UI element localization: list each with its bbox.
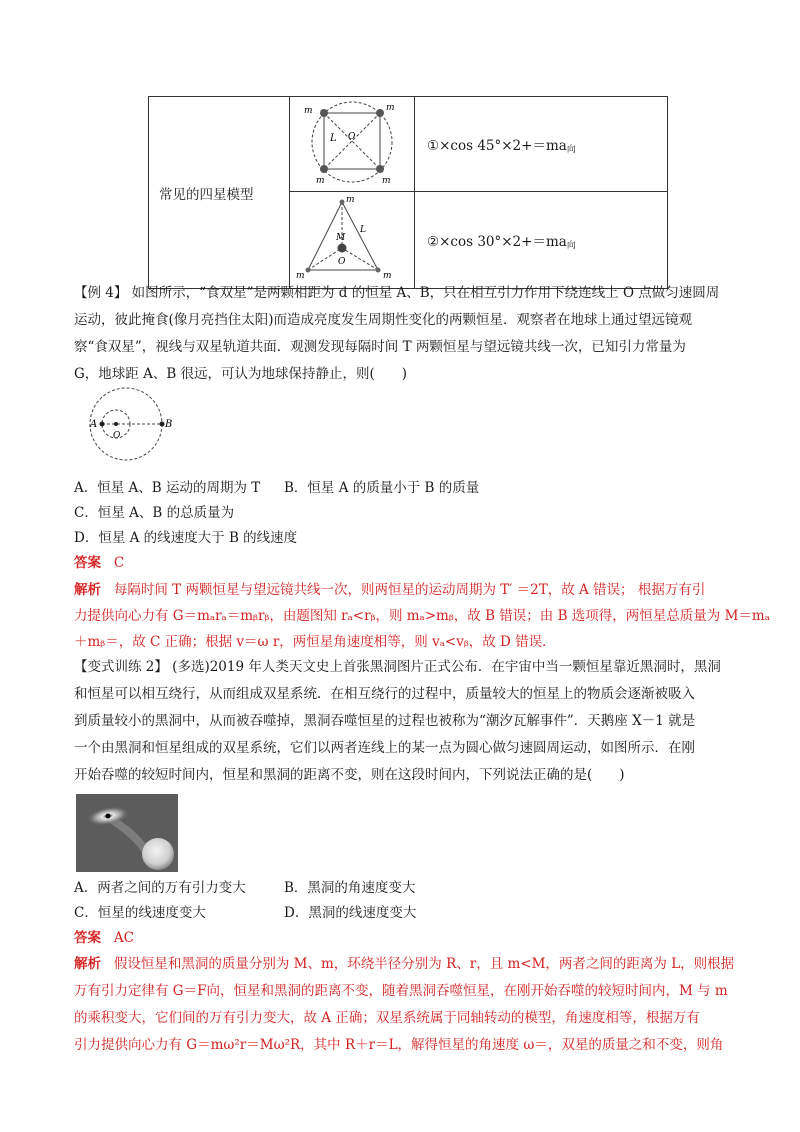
side-label: L xyxy=(330,133,337,144)
binary-star-orbit-diagram xyxy=(88,386,188,466)
four-star-model-table xyxy=(148,96,668,289)
variant2-analysis-line-2: 万有引力定律有 G＝F向，恒星和黑洞的距离不变，随着黑洞吞噬恒星，在刚开始吞噬的较短时间内，M 与 m xyxy=(74,983,728,999)
label-b: B xyxy=(165,419,173,430)
mass-label: m xyxy=(296,271,305,281)
center-star xyxy=(338,244,347,253)
center-label: O xyxy=(348,132,356,142)
analysis-text: 每隔时间 T 两颗恒星与望远镜共线一次，则两恒星的运动周期为 T′ ＝2T，故 A 错误； 根据万有引 xyxy=(113,582,706,598)
star-top xyxy=(340,200,345,205)
center-point xyxy=(114,422,118,426)
mass-label: m xyxy=(346,195,355,205)
example4-line-4: G，地球距 A、B 很远，可认为地球保持静止，则( ) xyxy=(74,366,408,382)
side-label: L xyxy=(360,225,366,235)
square-model-cell xyxy=(290,97,415,192)
black-hole xyxy=(106,814,111,819)
analysis-label: 解析 xyxy=(74,582,101,598)
mass-label: m xyxy=(304,106,313,116)
triangle-formula-cell xyxy=(415,192,668,289)
center-label: O xyxy=(338,257,346,267)
option-b: B．黑洞的角速度变大 xyxy=(284,880,416,896)
triangle-formula: ②×cos 30°×2+＝ma xyxy=(427,233,567,250)
option-c: C．恒星的线速度变大 xyxy=(74,905,206,921)
analysis-label: 解析 xyxy=(74,956,101,972)
star-left xyxy=(306,268,311,273)
example4-analysis-line-3: ＋mᵦ＝，故 C 正确；根据 v＝ω r，两恒星角速度相等，则 vₐ<vᵦ，故 D 错误． xyxy=(74,634,556,650)
variant2-analysis-line-4: 引力提供向心力有 G＝mω²r＝Mω²R，其中 R＋r＝L，解得恒星的角速度 ω＝，双星的质量之和不变，则角 xyxy=(74,1037,724,1053)
example4-line-3: 察“食双星”，视线与双星轨道共面．观测发现每隔时间 T 两颗恒星与望远镜共线一次，已知引力常量为 xyxy=(74,339,686,355)
variant2-answer-row xyxy=(74,928,734,948)
formula-subscript: 向 xyxy=(566,240,576,251)
variant2-line-2: 和恒星可以相互绕行，从而组成双星系统．在相互绕行的过程中，质量较大的恒星上的物质会逐渐被吸入 xyxy=(74,686,695,702)
triangle-model-cell xyxy=(290,192,415,289)
answer-value: AC xyxy=(113,930,134,946)
row-label-cell xyxy=(149,97,290,289)
example4-line-2: 运动，彼此掩食(像月亮挡住太阳)而造成亮度发生周期性变化的两颗恒星．观察者在地球上通过望远镜观 xyxy=(74,312,693,328)
variant2-analysis-line-1 xyxy=(74,954,734,974)
variant2-analysis-line-3: 的乘积变大，它们间的万有引力变大，故 A 正确；双星系统属于同轴转动的模型，角速度相等，根据万有 xyxy=(74,1010,700,1026)
variant2-line-5: 开始吞噬的较短时间内，恒星和黑洞的距离不变，则在这段时间内，下列说法正确的是( ) xyxy=(74,767,625,783)
square-formula: ①×cos 45°×2+＝ma xyxy=(427,137,567,154)
option-c: C．恒星 A、B 的总质量为 xyxy=(74,505,235,521)
variant2-line-1: 【变式训练 2】 (多选)2019 年人类天文史上首张黑洞图片正式公布．在宇宙中当一颗恒星靠近黑洞时，黑洞 xyxy=(74,659,721,675)
label-o: O xyxy=(113,431,121,441)
square-four-star-diagram xyxy=(290,97,414,187)
mass-label: m xyxy=(382,176,391,186)
example4-analysis-line-2: 力提供向心力有 G＝mₐrₐ＝mᵦrᵦ，由题图知 rₐ<rᵦ，则 mₐ>mᵦ，故 B 错误；由 B 选项得，两恒星总质量为 M＝mₐ xyxy=(74,608,770,624)
star-bottom-left xyxy=(320,165,328,173)
answer-label: 答案 xyxy=(74,555,101,571)
example4-line-1: 【例 4】 如图所示，“食双星”是两颗相距为 d 的恒星 A、B，只在相互引力作用下绕连线上 O 点做匀速圆周 xyxy=(74,285,720,301)
analysis-text: 假设恒星和黑洞的质量分别为 M、m，环绕半径分别为 R、r，且 m<M，两者之间的距离为 L，则根据 xyxy=(113,956,735,972)
option-a: A．恒星 A、B 运动的周期为 T xyxy=(74,480,261,496)
square-formula-cell xyxy=(415,97,668,192)
variant2-line-4: 一个由黑洞和恒星组成的双星系统，它们以两者连线上的某一点为圆心做匀速圆周运动，如图所示．在刚 xyxy=(74,740,695,756)
companion-star xyxy=(142,838,174,870)
variant2-options-ab xyxy=(74,878,734,898)
mass-label: m xyxy=(316,176,325,186)
star-a xyxy=(100,422,105,427)
variant2-line-3: 到质量较小的黑洞中，从而被吞噬掉，黑洞吞噬恒星的过程也被称为“潮汐瓦解事件”．天鹅座 X－1 就是 xyxy=(74,713,696,729)
mass-label: m xyxy=(386,103,395,113)
option-d: D．恒星 A 的线速度大于 B 的线速度 xyxy=(74,530,298,546)
star-b xyxy=(160,422,165,427)
mass-label: m xyxy=(383,271,392,281)
triangle-four-star-diagram xyxy=(290,192,414,284)
black-hole-star-image xyxy=(76,794,178,872)
row-label: 常见的四星模型 xyxy=(159,186,254,203)
formula-subscript: 向 xyxy=(566,144,576,155)
example4-analysis-line-1 xyxy=(74,580,734,600)
star-right xyxy=(376,268,381,273)
option-b: B．恒星 A 的质量小于 B 的质量 xyxy=(284,480,480,496)
example4-options-ab xyxy=(74,478,734,498)
option-d: D．黑洞的线速度变大 xyxy=(284,905,417,921)
label-a: A xyxy=(90,419,98,430)
answer-label: 答案 xyxy=(74,930,101,946)
star-bottom-right xyxy=(376,165,384,173)
center-mass-label: M xyxy=(336,233,346,243)
answer-value: C xyxy=(113,555,125,571)
example4-answer-row xyxy=(74,553,734,573)
star-top-right xyxy=(376,109,384,117)
variant2-options-cd xyxy=(74,903,734,923)
option-a: A．两者之间的万有引力变大 xyxy=(74,880,246,896)
star-top-left xyxy=(320,109,328,117)
